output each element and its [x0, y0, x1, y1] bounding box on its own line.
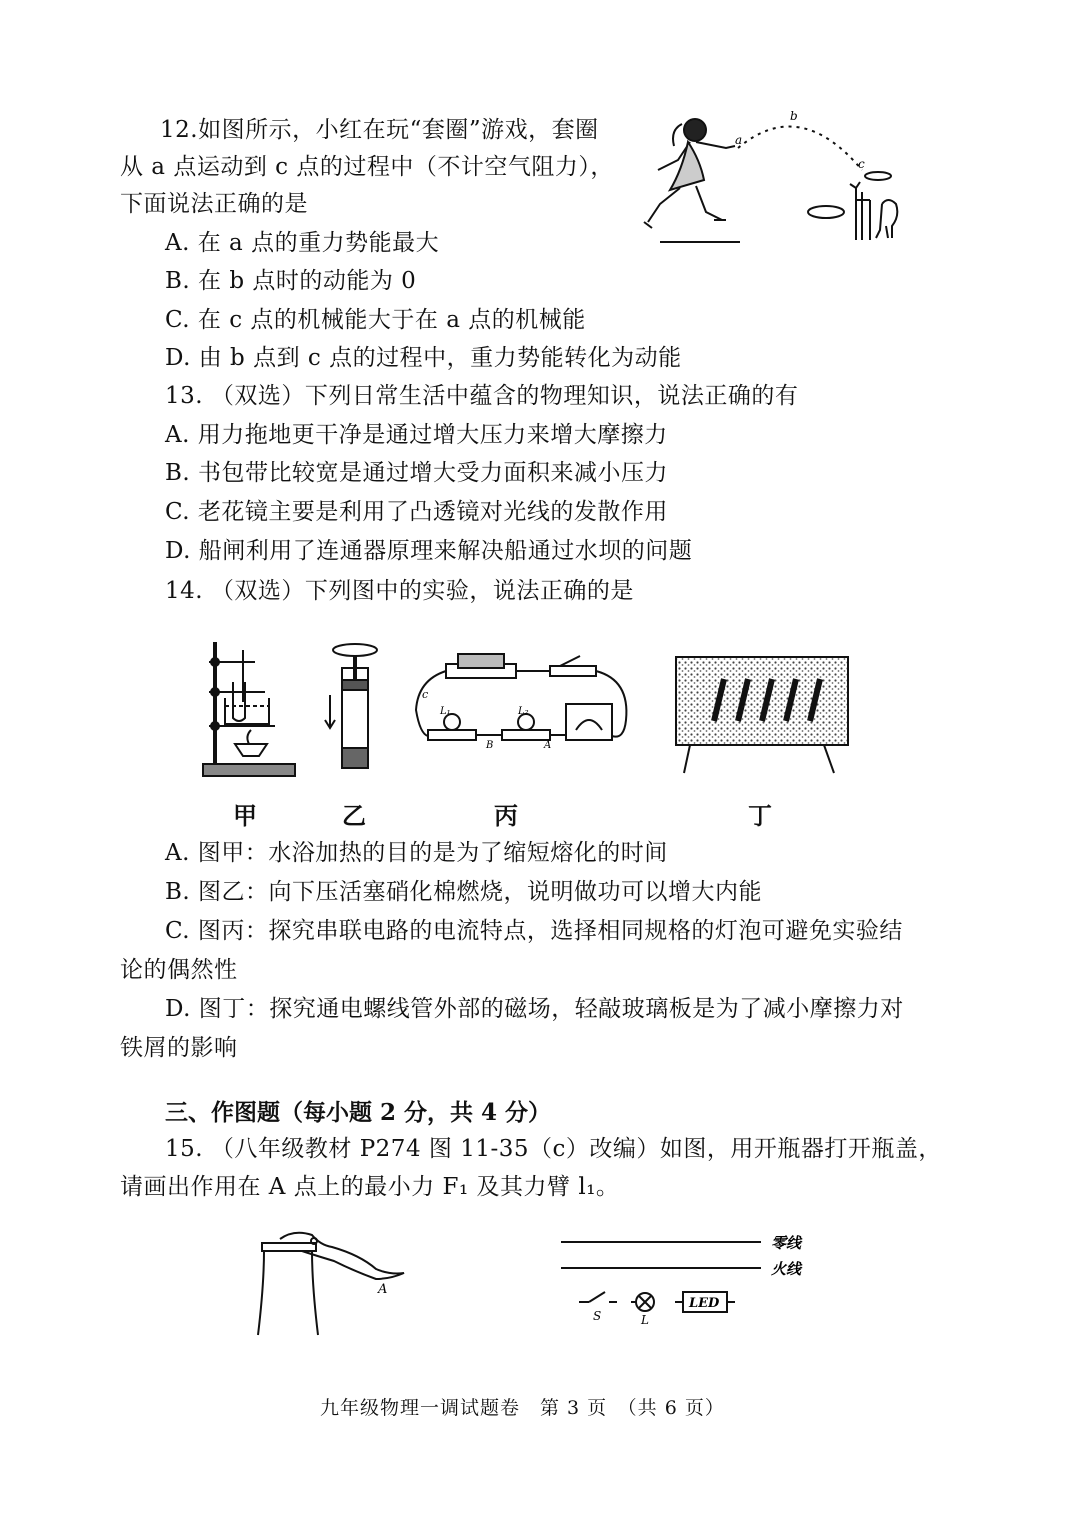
- circuit-label-c: c: [422, 688, 429, 701]
- figure-household-circuit: [555, 1228, 845, 1333]
- switch-label: S: [593, 1309, 602, 1323]
- q14-option-d: D. 图丁：探究通电螺线管外部的磁场，轻敲玻璃板是为了减小摩擦力对: [165, 996, 904, 1022]
- q12-option-d: D. 由 b 点到 c 点的过程中，重力势能转化为动能: [165, 345, 682, 371]
- caption-yi: 乙: [342, 802, 366, 830]
- q12-stem-line-2: 从 a 点运动到 c 点的过程中（不计空气阻力），: [120, 154, 614, 180]
- page-footer: 九年级物理一调试题卷 第 3 页 （共 6 页）: [320, 1397, 725, 1419]
- figure-jia-water-bath: [195, 632, 305, 782]
- q14-option-c-cont: 论的偶然性: [120, 957, 238, 983]
- q14-option-b: B. 图乙：向下压活塞硝化棉燃烧，说明做功可以增大内能: [165, 879, 763, 905]
- q13-option-b: B. 书包带比较宽是通过增大受力面积来减小压力: [165, 460, 669, 486]
- figure-yi-piston: [320, 640, 390, 782]
- label-a: a: [735, 133, 743, 147]
- lamp-label: L: [641, 1313, 649, 1327]
- q14-stem: 14. （双选）下列图中的实验，说法正确的是: [165, 578, 634, 604]
- q12-stem-line-3: 下面说法正确的是: [120, 191, 308, 217]
- figure-bing-circuit: [410, 640, 640, 785]
- q12-option-c: C. 在 c 点的机械能大于在 a 点的机械能: [165, 307, 586, 333]
- ring-toss-figure: [630, 100, 920, 260]
- circuit-label-l2: L₂: [518, 706, 529, 717]
- q12-stem-line-1: 12.如图所示，小红在玩“套圈”游戏，套圈: [160, 117, 599, 143]
- neutral-wire-label: 零线: [771, 1234, 802, 1252]
- q15-line-2: 请画出作用在 A 点上的最小力 F₁ 及其力臂 l₁。: [120, 1174, 620, 1200]
- circuit-label-b: B: [486, 740, 494, 751]
- q12-option-b: B. 在 b 点时的动能为 0: [165, 268, 417, 294]
- q14-option-c: C. 图丙：探究串联电路的电流特点，选择相同规格的灯泡可避免实验结: [165, 918, 903, 944]
- label-b: b: [790, 109, 798, 123]
- caption-ding: 丁: [748, 802, 772, 830]
- q14-option-d-cont: 铁屑的影响: [120, 1035, 238, 1061]
- caption-jia: 甲: [233, 802, 257, 830]
- q14-option-a: A. 图甲：水浴加热的目的是为了缩短熔化的时间: [165, 840, 668, 866]
- q13-option-a: A. 用力拖地更干净是通过增大压力来增大摩擦力: [165, 422, 668, 448]
- circuit-label-l1: L₁: [440, 706, 451, 717]
- live-wire-label: 火线: [771, 1260, 802, 1278]
- figure-ding-solenoid: [672, 655, 852, 780]
- caption-bing: 丙: [494, 802, 518, 830]
- label-c: c: [858, 157, 865, 171]
- q15-line-1: 15. （八年级教材 P274 图 11-35（c）改编）如图，用开瓶器打开瓶盖，: [165, 1136, 942, 1162]
- q13-option-c: C. 老花镜主要是利用了凸透镜对光线的发散作用: [165, 499, 668, 525]
- point-a-label: A: [378, 1282, 388, 1297]
- circuit-label-a: A: [544, 740, 552, 751]
- section-3-title: 三、作图题（每小题 2 分，共 4 分）: [165, 1099, 552, 1126]
- led-label: LED: [689, 1296, 720, 1311]
- q12-option-a: A. 在 a 点的重力势能最大: [165, 230, 440, 256]
- q13-stem: 13. （双选）下列日常生活中蕴含的物理知识，说法正确的有: [165, 383, 799, 409]
- figure-bottle-opener: [250, 1225, 420, 1340]
- q13-option-d: D. 船闸利用了连通器原理来解决船通过水坝的问题: [165, 538, 693, 564]
